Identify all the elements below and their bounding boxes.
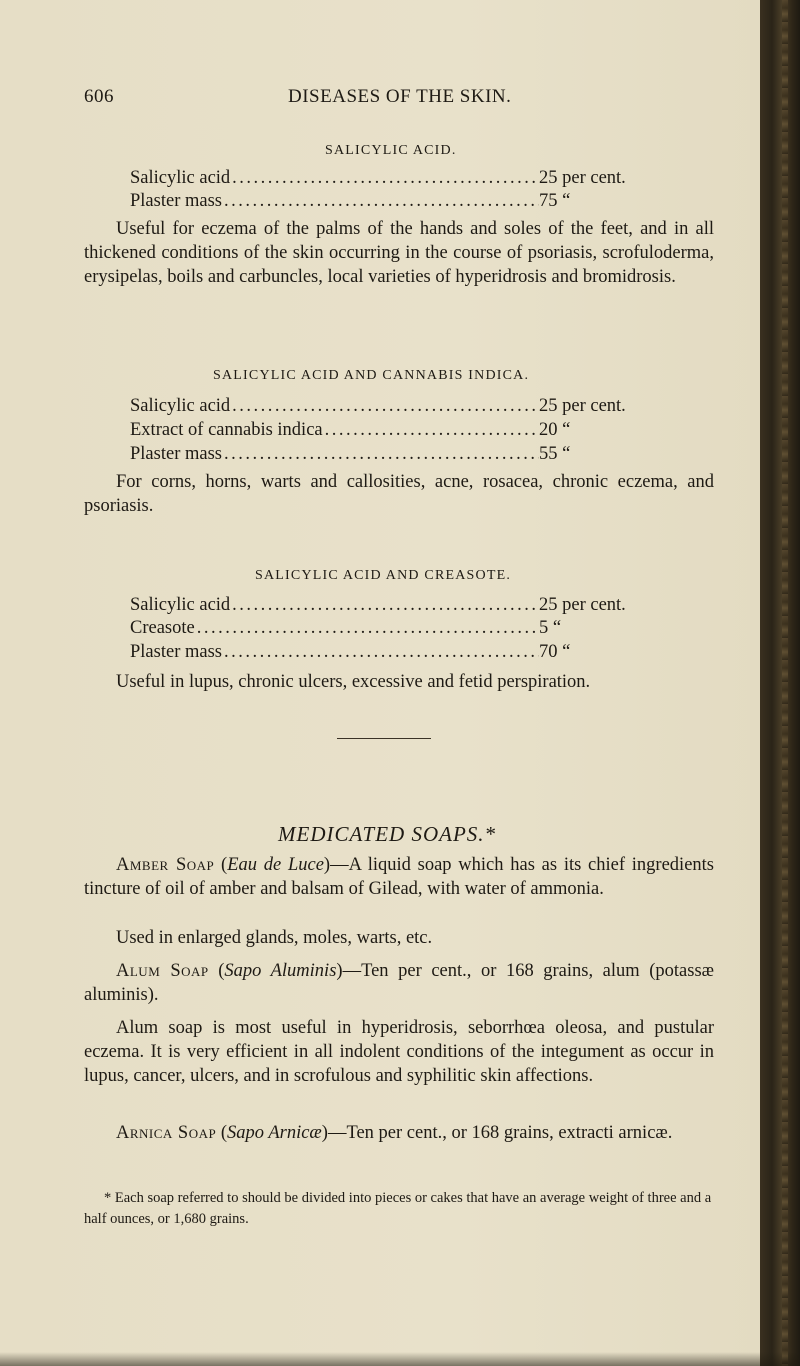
ingredient-amount: 55 “	[539, 444, 571, 464]
leader-dots	[195, 618, 539, 639]
section-divider	[337, 738, 431, 739]
soap-entry-alum: Alum Soap (Sapo Aluminis)—Ten per cent., or 168 grains, alum (potassæ aluminis).	[84, 961, 714, 1005]
formula-row	[130, 618, 655, 639]
section-title: SALICYLIC ACID AND CANNABIS INDICA.	[213, 368, 530, 383]
section-title: SALICYLIC ACID.	[325, 143, 457, 158]
soap-latin-name: Eau de Luce	[227, 855, 324, 875]
chapter-heading: MEDICATED SOAPS.*	[278, 822, 497, 846]
ingredient-amount: 5 “	[539, 618, 562, 638]
formula-row	[130, 595, 655, 616]
ingredient-label: Plaster mass	[130, 642, 222, 662]
ingredient-amount: 20 “	[539, 420, 571, 440]
soap-usage: Used in enlarged glands, moles, warts, etc.	[116, 928, 433, 948]
usage-paragraph: For corns, horns, warts and callosities, acne, rosacea, chronic eczema, and psoriasis.	[84, 472, 714, 516]
ingredient-amount: 75 “	[539, 191, 571, 211]
soap-latin-name: Sapo Aluminis	[224, 961, 337, 981]
ingredient-label: Plaster mass	[130, 191, 222, 211]
leader-dots	[323, 420, 539, 441]
soap-description: —A liquid soap which has as its chief ingredients tincture of oil of amber and balsam of Gilead, with water of ammonia.	[84, 855, 714, 899]
soap-usage: Alum soap is most useful in hyperidrosis, seborrhœa oleosa, and pustular eczema. It is very efficient in all indolent conditions of the integument as occur in lupus, cancer, ulcers, and in scrofulous and syphilitic skin affections.	[84, 1018, 714, 1086]
leader-dots	[230, 168, 539, 189]
page-number: 606	[84, 86, 114, 107]
ingredient-label: Salicylic acid	[130, 396, 231, 416]
soap-name: Alum Soap	[116, 961, 209, 981]
ingredient-amount: 70 “	[539, 642, 571, 662]
section-title: SALICYLIC ACID AND CREASOTE.	[255, 568, 512, 583]
formula-row	[130, 444, 655, 465]
leader-dots	[222, 642, 539, 663]
formula-row	[130, 396, 655, 417]
leader-dots	[230, 396, 539, 417]
formula-row	[130, 168, 655, 189]
ingredient-label: Plaster mass	[130, 444, 222, 464]
soap-entry-arnica: Arnica Soap (Sapo Arnicæ)—Ten per cent., or 168 grains, extracti arnicæ.	[116, 1123, 673, 1143]
ingredient-label: Salicylic acid	[130, 595, 231, 615]
footnote: * Each soap referred to should be divided into pieces or cakes that have an average weight of three and a half ounces, or 1,680 grains.	[84, 1190, 712, 1227]
soap-latin-name: Sapo Arnicæ	[227, 1123, 322, 1143]
ingredient-amount: 25 per cent.	[539, 168, 626, 188]
soap-description: —Ten per cent., or 168 grains, extracti arnicæ.	[327, 1123, 673, 1143]
ingredient-label: Creasote	[130, 618, 195, 638]
soap-entry-amber: Amber Soap (Eau de Luce)—A liquid soap which has as its chief ingredients tincture of oil of amber and balsam of Gilead, with water of ammonia.	[84, 855, 714, 899]
soap-name: Arnica Soap	[116, 1123, 217, 1143]
formula-row	[130, 642, 655, 663]
ingredient-amount: 25 per cent.	[539, 595, 626, 615]
usage-paragraph: Useful for eczema of the palms of the hands and soles of the feet, and in all thickened conditions of the skin occurring in the course of psoriasis, scrofuloderma, erysipelas, boils and carbuncles, local varieties of hyperidrosis and bromidrosis.	[84, 219, 714, 287]
leader-dots	[222, 444, 539, 465]
soap-name: Amber Soap	[116, 855, 215, 875]
soap-description: —Ten per cent., or 168 grains, alum (potassæ aluminis).	[84, 961, 714, 1005]
usage-paragraph: Useful in lupus, chronic ulcers, excessive and fetid perspiration.	[116, 672, 591, 692]
running-title: DISEASES OF THE SKIN.	[288, 86, 512, 107]
book-binding-edge	[760, 0, 800, 1366]
leader-dots	[222, 191, 539, 212]
ingredient-amount: 25 per cent.	[539, 396, 626, 416]
page-bottom-shadow	[0, 1352, 800, 1366]
leader-dots	[230, 595, 539, 616]
ingredient-label: Extract of cannabis indica	[130, 420, 323, 440]
ingredient-label: Salicylic acid	[130, 168, 231, 188]
formula-row	[130, 420, 655, 441]
formula-row	[130, 191, 655, 212]
